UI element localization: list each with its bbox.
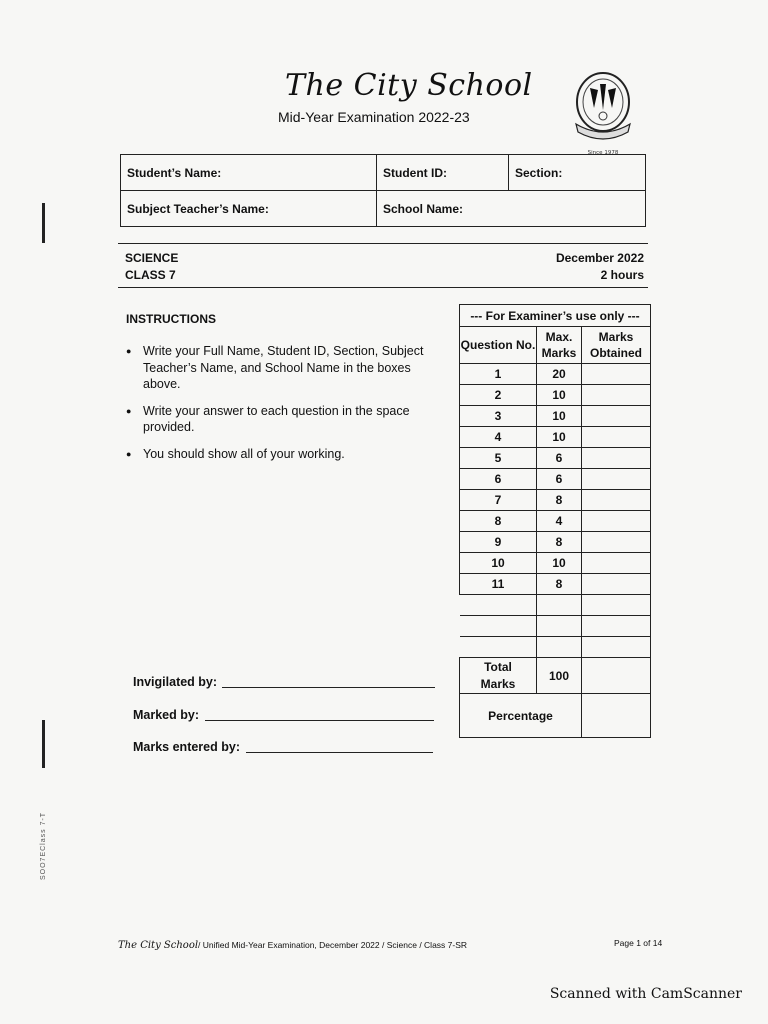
question-number: 7 xyxy=(460,490,537,511)
table-row xyxy=(460,385,651,406)
marks-obtained-cell[interactable] xyxy=(582,511,651,532)
footer-brand: The City School xyxy=(118,940,199,951)
question-number: 3 xyxy=(460,406,537,427)
table-row xyxy=(460,532,651,553)
school-name-cell[interactable] xyxy=(377,191,646,227)
table-row xyxy=(460,448,651,469)
total-marks-value: 100 xyxy=(537,658,582,694)
marks-obtained-cell[interactable] xyxy=(582,595,651,616)
question-number: 5 xyxy=(460,448,537,469)
max-marks: 8 xyxy=(537,532,582,553)
marks-obtained-cell[interactable] xyxy=(582,469,651,490)
marks-obtained-cell[interactable] xyxy=(582,427,651,448)
marked-by-line[interactable] xyxy=(205,720,434,721)
page-number: Page 1 of 14 xyxy=(614,938,663,948)
examiner-table-title: --- For Examiner’s use only --- xyxy=(460,305,651,327)
student-id-cell[interactable] xyxy=(377,155,509,191)
invigilated-by-label: Invigilated by: xyxy=(133,675,218,689)
max-marks: 10 xyxy=(537,553,582,574)
exam-duration: 2 hours xyxy=(600,268,644,282)
col-max-header: Max. Marks xyxy=(537,327,582,364)
question-number: 2 xyxy=(460,385,537,406)
student-info-table xyxy=(120,154,646,227)
table-row xyxy=(460,511,651,532)
empty-row xyxy=(460,616,651,637)
instruction-item: ● You should show all of your working. xyxy=(126,446,436,463)
marks-obtained-cell[interactable] xyxy=(582,532,651,553)
divider xyxy=(118,243,648,244)
empty-row xyxy=(460,637,651,658)
percentage-label: Percentage xyxy=(460,694,582,738)
marks-obtained-cell[interactable] xyxy=(582,448,651,469)
max-marks: 8 xyxy=(537,574,582,595)
col-obtained-header: Marks Obtained xyxy=(582,327,651,364)
instructions-list xyxy=(126,343,436,472)
max-marks: 6 xyxy=(537,448,582,469)
scan-mark xyxy=(42,720,45,768)
scan-mark xyxy=(42,203,45,243)
max-marks: 8 xyxy=(537,490,582,511)
footer-text: / Unified Mid-Year Examination, December 2022 / Science / Class 7-SR xyxy=(198,940,468,950)
marks-obtained-cell[interactable] xyxy=(582,406,651,427)
instructions-heading: INSTRUCTIONS xyxy=(126,312,216,326)
side-code: SOO7EClass 7-T xyxy=(40,811,47,880)
marks-obtained-cell[interactable] xyxy=(582,553,651,574)
school-crest-icon xyxy=(568,70,638,158)
total-marks-label: Total Marks xyxy=(460,658,537,694)
marks-entered-by-line[interactable] xyxy=(246,752,433,753)
question-number: 9 xyxy=(460,532,537,553)
student-name-label: Student’s Name: xyxy=(127,165,222,180)
student-name-cell[interactable] xyxy=(121,155,377,191)
table-row xyxy=(460,574,651,595)
question-number: 4 xyxy=(460,427,537,448)
max-marks: 4 xyxy=(537,511,582,532)
student-id-label: Student ID: xyxy=(383,165,447,180)
class-name: CLASS 7 xyxy=(125,268,176,282)
section-cell[interactable] xyxy=(509,155,646,191)
max-marks: 10 xyxy=(537,427,582,448)
marks-obtained-cell[interactable] xyxy=(582,385,651,406)
question-number: 6 xyxy=(460,469,537,490)
max-marks: 6 xyxy=(537,469,582,490)
marks-obtained-cell[interactable] xyxy=(582,574,651,595)
school-name-title: The City School xyxy=(285,68,533,103)
table-row xyxy=(460,553,651,574)
marked-by-label: Marked by: xyxy=(133,708,199,722)
footer xyxy=(118,940,467,951)
marks-entered-by-label: Marks entered by: xyxy=(133,740,240,754)
exam-date: December 2022 xyxy=(555,251,644,265)
examiner-marks-table xyxy=(459,304,651,738)
table-row xyxy=(460,469,651,490)
max-marks: 10 xyxy=(537,406,582,427)
logo-caption: Since 1978 xyxy=(587,150,619,156)
subject-name: SCIENCE xyxy=(125,251,179,265)
teacher-name-cell[interactable] xyxy=(121,191,377,227)
table-row xyxy=(460,364,651,385)
empty-row xyxy=(460,595,651,616)
section-label: Section: xyxy=(515,165,563,180)
table-row xyxy=(460,490,651,511)
table-row xyxy=(460,406,651,427)
max-marks: 20 xyxy=(537,364,582,385)
percentage-cell[interactable] xyxy=(582,694,651,738)
instruction-item: ● Write your Full Name, Student ID, Section, Subject Teacher’s Name, and School Name in the boxes above. xyxy=(126,343,436,393)
school-name-label: School Name: xyxy=(383,201,464,216)
question-number: 1 xyxy=(460,364,537,385)
instruction-item: ● Write your answer to each question in the space provided. xyxy=(126,403,436,436)
marks-obtained-cell[interactable] xyxy=(582,637,651,658)
exam-title: Mid-Year Examination 2022-23 xyxy=(278,109,470,125)
divider xyxy=(118,287,648,288)
total-obtained-cell[interactable] xyxy=(582,658,651,694)
question-number: 8 xyxy=(460,511,537,532)
max-marks: 10 xyxy=(537,385,582,406)
camscanner-watermark: Scanned with CamScanner xyxy=(549,986,742,1002)
date-block xyxy=(556,250,644,284)
invigilated-by-line[interactable] xyxy=(222,687,435,688)
marks-obtained-cell[interactable] xyxy=(582,490,651,511)
table-row xyxy=(460,427,651,448)
question-number: 10 xyxy=(460,553,537,574)
teacher-name-label: Subject Teacher’s Name: xyxy=(127,201,269,216)
col-question-header: Question No. xyxy=(460,327,537,364)
marks-obtained-cell[interactable] xyxy=(582,616,651,637)
subject-block xyxy=(125,250,178,284)
marks-obtained-cell[interactable] xyxy=(582,364,651,385)
question-number: 11 xyxy=(460,574,537,595)
